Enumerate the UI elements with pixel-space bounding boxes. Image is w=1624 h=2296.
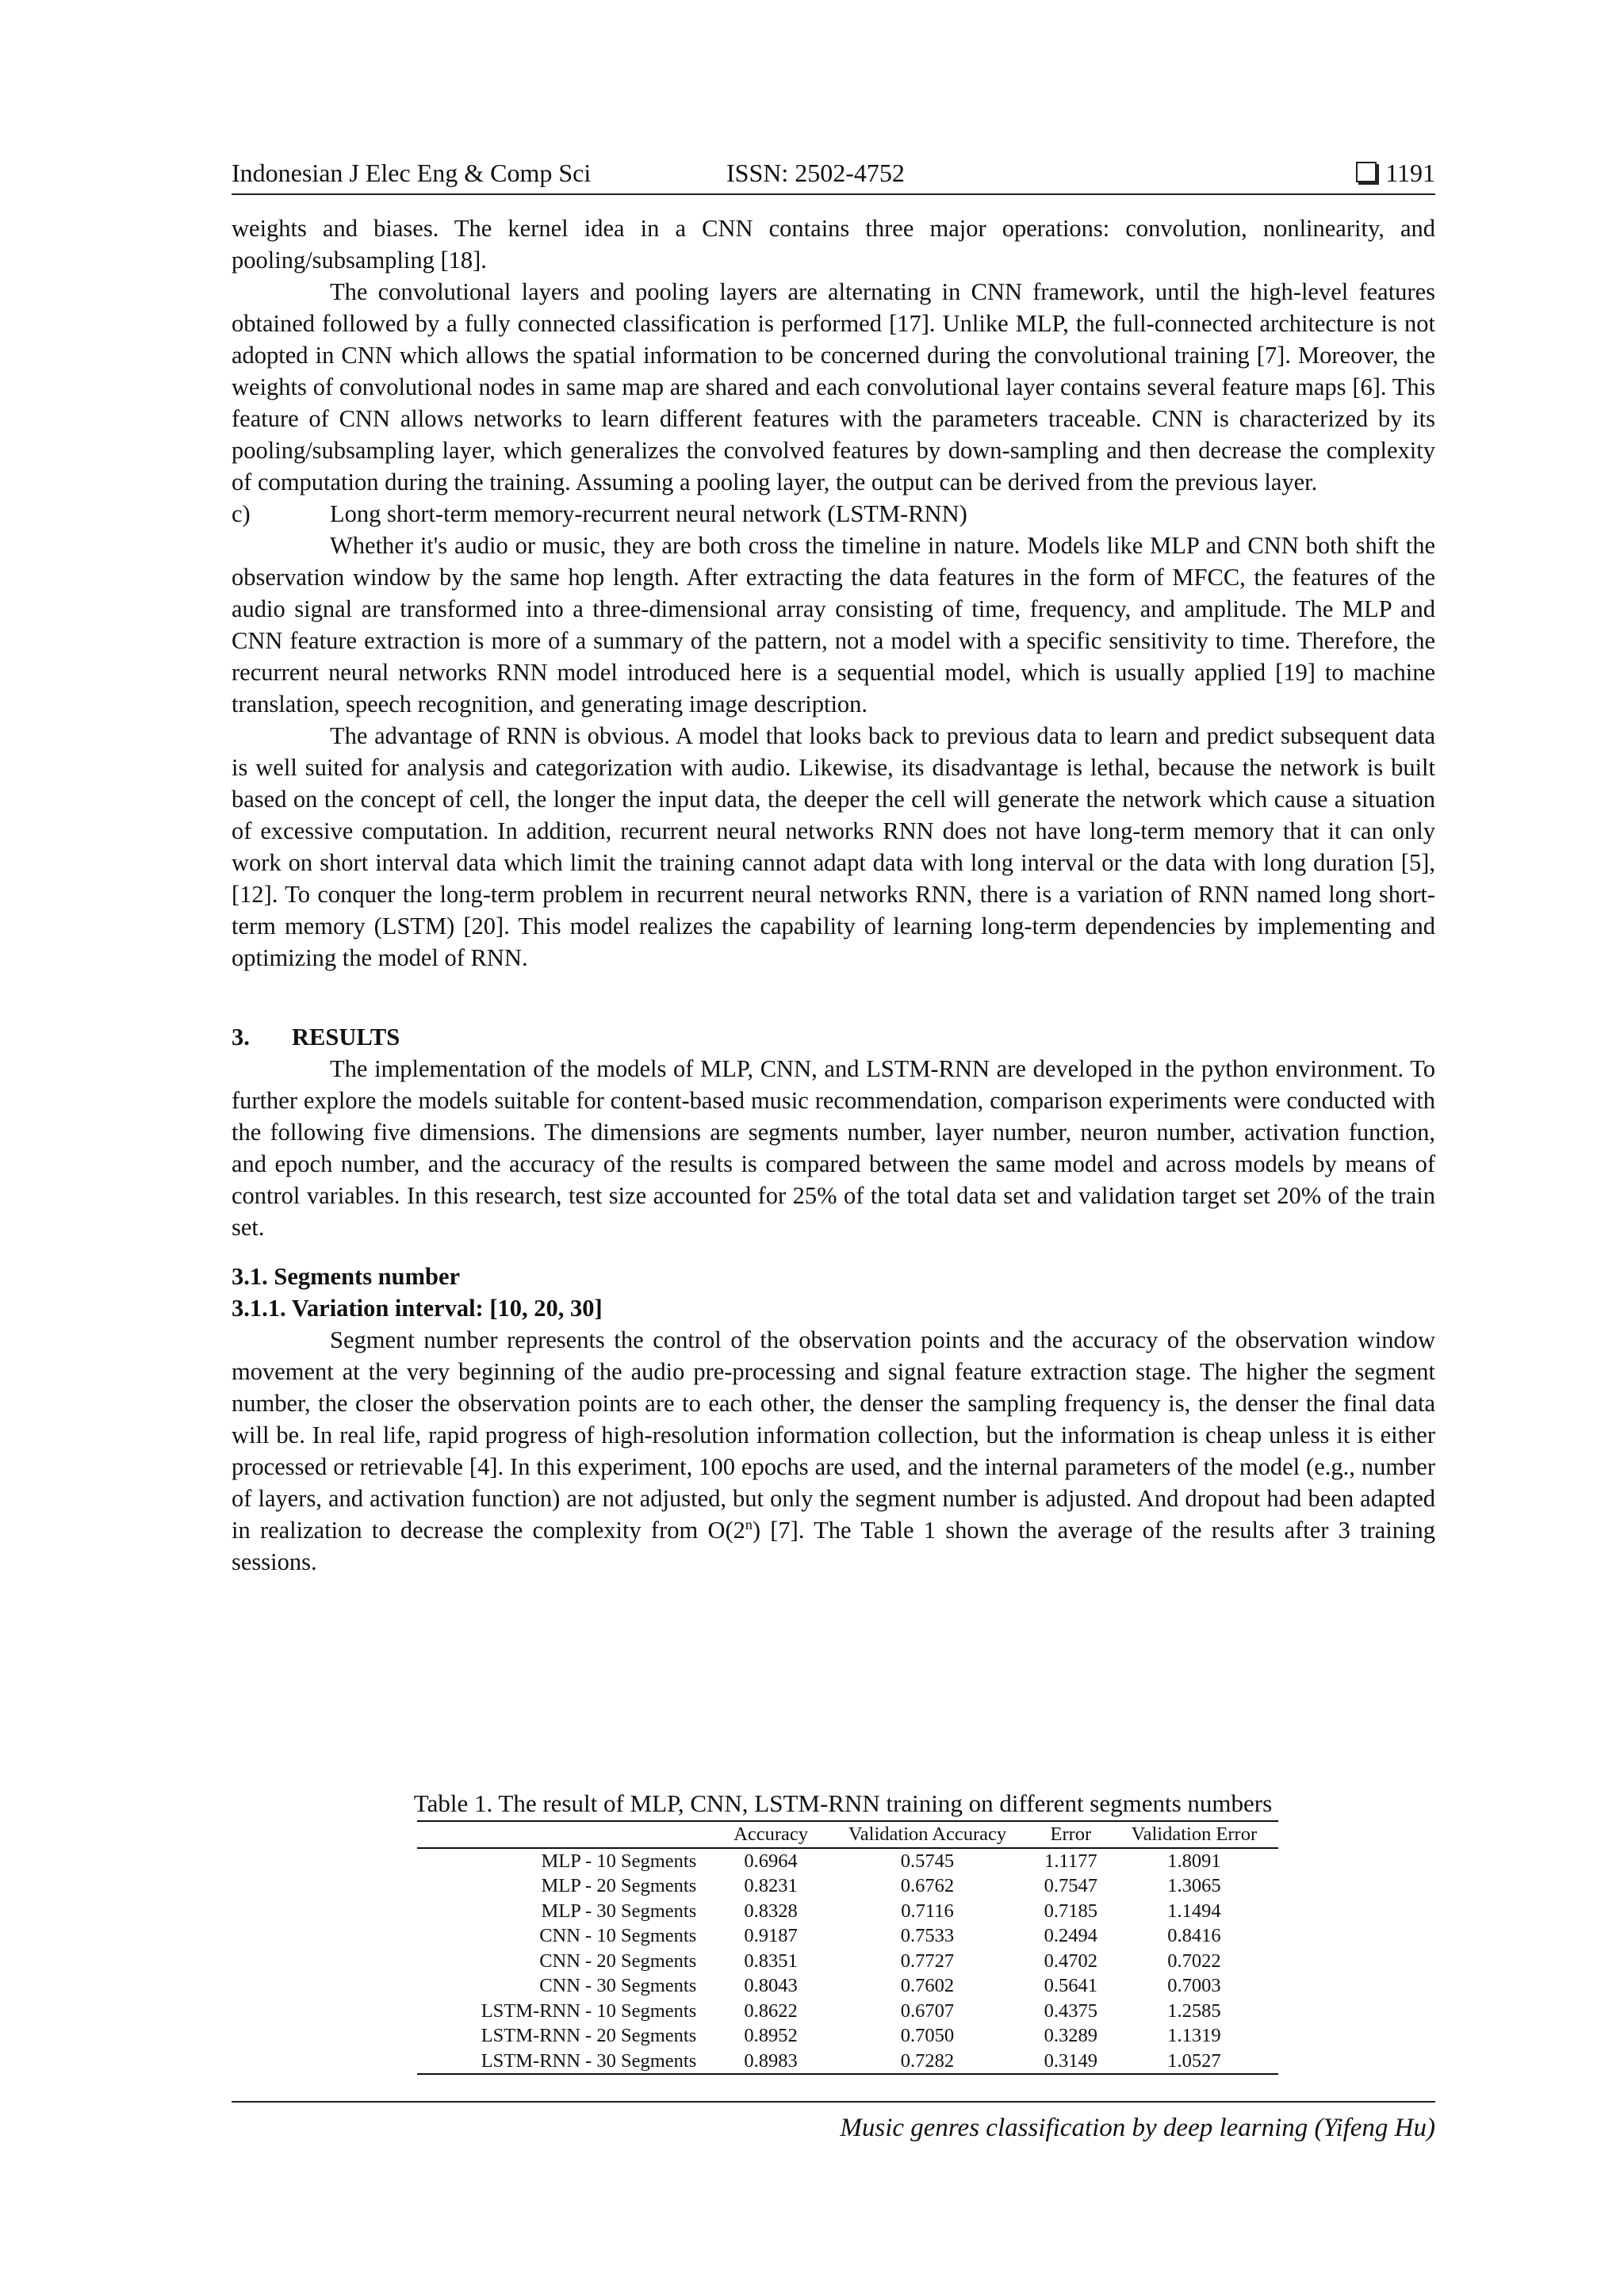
cell: 1.1177 [1044, 1850, 1097, 1872]
cell: 0.7727 [900, 1950, 955, 1972]
table-row [417, 1973, 1278, 1999]
cell: 0.7533 [900, 1925, 955, 1946]
row-label: MLP - 10 Segments [541, 1850, 697, 1872]
column-header: Accuracy [718, 1821, 823, 1848]
cell: 1.8091 [1167, 1850, 1221, 1872]
cell: 0.4702 [1044, 1950, 1098, 1972]
column-header: Validation Accuracy [823, 1821, 1032, 1848]
table-1 [232, 1789, 1435, 2075]
superscript: n [745, 1516, 753, 1533]
cell: 0.6707 [900, 1999, 955, 2022]
table-row [417, 1873, 1278, 1899]
cell: 0.7050 [900, 2025, 955, 2046]
cell: 0.3149 [1032, 2049, 1110, 2075]
cell: 0.8351 [744, 1950, 798, 1972]
subsection-heading: 3.1. Segments number [232, 1263, 461, 1290]
cell: 0.7602 [900, 1975, 955, 1996]
cell: 0.7022 [1167, 1950, 1221, 1972]
section-heading [232, 1021, 1435, 1053]
paragraph: The implementation of the models of MLP, CNN, and LSTM-RNN are developed in the python environment. To further explore the models suitable for content-based music recommendation, comparison experiments were conducted with the following five dimensions. The dimensions are segments number, layer number, neuron number, activation function, and epoch number, and the accuracy of the results is compared between the same model and across models by means of control variables. In this research, test size accounted for 25% of the total data set and validation target set 20% of the train set. [232, 1055, 1435, 1241]
cell: 0.8416 [1167, 1925, 1221, 1946]
page-number: 1191 [1385, 159, 1435, 187]
cell: 0.6762 [900, 1875, 955, 1896]
cell: 0.7185 [1044, 1900, 1098, 1922]
table-caption: Table 1. The result of MLP, CNN, LSTM-RNN training on different segments numbers [413, 1789, 1273, 1817]
table-row [417, 1949, 1278, 1974]
row-label: MLP - 30 Segments [541, 1900, 697, 1922]
column-header: Validation Error [1110, 1821, 1278, 1848]
paragraph: weights and biases. The kernel idea in a CNN contains three major operations: convolution, nonlinearity, and pooling/subsampling [18]. [232, 215, 1435, 274]
body-text [232, 212, 1435, 1578]
cell: 0.7116 [901, 1900, 954, 1922]
row-label: CNN - 20 Segments [539, 1950, 697, 1972]
table-row [417, 1923, 1278, 1949]
cell: 0.3289 [1044, 2025, 1098, 2046]
table-row [417, 2049, 1278, 2075]
section-number: 3. [232, 1024, 250, 1050]
list-item-label: c) [232, 500, 251, 527]
cell: 0.9187 [744, 1925, 798, 1946]
paragraph: The convolutional layers and pooling layers are alternating in CNN framework, until the high-level features obtained followed by a fully connected classification is performed [17]. Unlike MLP, the full-connected architecture is not adopted in CNN which allows the spatial information to be concerned during the convolutional training [7]. Moreover, the weights of convolutional nodes in same map are shared and each convolutional layer contains several feature maps [6]. This feature of CNN allows networks to learn different features with the parameters traceable. CNN is characterized by its pooling/subsampling layer, which generalizes the convolved features by down-sampling and then decrease the complexity of computation during the training. Assuming a pooling layer, the output can be derived from the previous layer. [232, 278, 1435, 496]
cell: 1.1319 [1167, 2025, 1221, 2046]
cell: 0.5745 [900, 1850, 955, 1872]
row-label: LSTM-RNN - 20 Segments [481, 2025, 697, 2046]
row-label: LSTM-RNN - 10 Segments [481, 1999, 697, 2022]
running-footer: Music genres classification by deep learning (Yifeng Hu) [840, 2114, 1435, 2142]
cell: 0.8328 [744, 1900, 798, 1922]
cell: 1.2585 [1167, 1999, 1221, 2022]
cell: 0.8231 [744, 1875, 798, 1896]
cell: 0.7003 [1167, 1975, 1221, 1996]
cell: 1.0527 [1110, 2049, 1278, 2075]
running-header [232, 152, 1435, 195]
cell: 0.8043 [744, 1975, 798, 1996]
subsubsection-heading: 3.1.1. Variation interval: [10, 20, 30] [232, 1295, 603, 1322]
paragraph [232, 1324, 1435, 1578]
cell: 0.7547 [1044, 1875, 1098, 1896]
row-label: LSTM-RNN - 30 Segments [417, 2049, 718, 2075]
paragraph: The advantage of RNN is obvious. A model that looks back to previous data to learn and predict subsequent data is well suited for analysis and categorization with audio. Likewise, its disadvantage is lethal, because the network is built based on the concept of cell, the longer the input data, the deeper the cell will generate the network which cause a situation of excessive computation. In addition, recurrent neural networks RNN does not have long-term memory that it can only work on short interval data which limit the training cannot adapt data with long interval or the data with long duration [5], [12]. To conquer the long-term problem in recurrent neural networks RNN, there is a variation of RNN named long short-term memory (LSTM) [20]. This model realizes the capability of learning long-term dependencies by implementing and optimizing the model of RNN. [232, 722, 1435, 971]
section-title: RESULTS [292, 1024, 400, 1050]
list-item-c [232, 498, 1435, 530]
cell: 0.8622 [744, 1999, 798, 2022]
table-header-row [417, 1821, 1278, 1848]
checkbox-square-icon [1356, 162, 1377, 182]
table-row [417, 1899, 1278, 1924]
journal-name: Indonesian J Elec Eng & Comp Sci [232, 159, 592, 187]
cell: 0.4375 [1044, 1999, 1098, 2022]
cell: 0.8952 [744, 2025, 798, 2046]
results-table [417, 1820, 1278, 2075]
cell: 0.6964 [744, 1850, 798, 1872]
table-row [417, 1999, 1278, 2024]
cell: 0.7282 [823, 2049, 1032, 2075]
row-label: CNN - 10 Segments [539, 1925, 697, 1946]
cell: 0.5641 [1044, 1975, 1098, 1996]
row-label: CNN - 30 Segments [539, 1975, 697, 1996]
issn: ISSN: 2502-4752 [726, 159, 905, 187]
paragraph: Whether it's audio or music, they are both cross the timeline in nature. Models like MLP and CNN both shift the observation window by the same hop length. After extracting the data features in the form of MFCC, the features of the audio signal are transformed into a three-dimensional array consisting of time, frequency, and amplitude. The MLP and CNN feature extraction is more of a summary of the pattern, not a model with a specific sensitivity to time. Therefore, the recurrent neural networks RNN model introduced here is a sequential model, which is usually applied [19] to machine translation, speech recognition, and generating image description. [232, 532, 1435, 718]
paragraph-text: Segment number represents the control of the observation points and the accuracy of the observation window movement at the very beginning of the audio pre-processing and signal feature extraction stage. The higher the segment number, the closer the observation points are to each other, the denser the sampling frequency is, the denser the final data will be. In real life, rapid progress of high-resolution information collection, but the information is cheap unless it is either processed or retrievable [4]. In this experiment, 100 epochs are used, and the internal parameters of the model (e.g., number of layers, and activation function) are not adjusted, but only the segment number is adjusted. And dropout had been adapted in realization to decrease the complexity from O(2 [232, 1326, 1435, 1544]
cell: 0.2494 [1044, 1925, 1098, 1946]
table-row [417, 2023, 1278, 2049]
cell: 1.1494 [1167, 1900, 1221, 1922]
table-row [417, 1848, 1278, 1874]
footer-divider [232, 2101, 1435, 2103]
paragraph-text: ) [7]. The Table 1 shown the average of the results after 3 training sessions. [232, 1517, 1435, 1575]
column-header: Error [1032, 1821, 1110, 1848]
row-label: MLP - 20 Segments [541, 1875, 697, 1896]
cell: 1.3065 [1167, 1875, 1221, 1896]
cell: 0.8983 [718, 2049, 823, 2075]
column-header [417, 1821, 718, 1848]
list-item-text: Long short-term memory-recurrent neural network (LSTM-RNN) [330, 500, 967, 527]
